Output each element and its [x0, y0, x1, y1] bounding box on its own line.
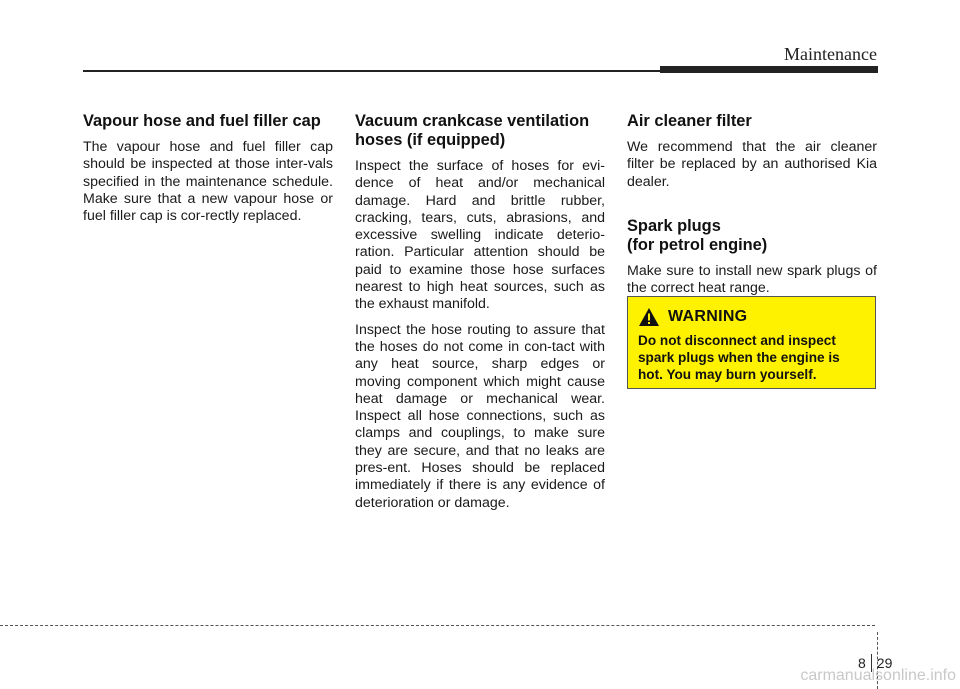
heading-vapour-hose: Vapour hose and fuel filler cap: [83, 112, 321, 130]
heading-spark-plugs-line2: (for petrol engine): [627, 235, 768, 254]
page-number-value: 29: [876, 655, 893, 671]
heading-spark-plugs: [627, 217, 877, 255]
heading-crankcase-ventilation: Vacuum crankcase ventilation hoses (if equipped): [355, 112, 590, 149]
warning-header: [638, 307, 747, 327]
footer-dashed-rule: [0, 625, 875, 626]
column-air-cleaner: [627, 112, 877, 305]
heading-spark-plugs-line1: Spark plugs: [627, 216, 721, 235]
header-rule-thin: [83, 70, 663, 72]
warning-box: [627, 296, 876, 389]
chapter-number: 8: [858, 655, 866, 671]
warning-triangle-icon: [638, 307, 660, 327]
watermark: carmanualsonline.info: [800, 667, 956, 684]
section-title: Maintenance: [784, 44, 877, 64]
header-rule-thick: [660, 66, 878, 73]
paragraph-crankcase-1: Inspect the surface of hoses for evi-dence of heat and/or mechanical damage. Hard and brittle rubber, cracking, tears, cuts, abrasions, and excessive swelling indicate deterio-ration. Particular attention should be paid to examine those hose surfaces nearest to high heat sources, such as the exhaust manifold.: [355, 158, 605, 313]
warning-text: Do not disconnect and inspect spark plugs when the engine is hot. You may burn yourself.: [638, 333, 840, 382]
paragraph-air-cleaner: We recommend that the air cleaner filter be replaced by an authorised Kia dealer.: [627, 139, 877, 190]
warning-title: WARNING: [668, 308, 748, 325]
heading-air-cleaner: Air cleaner filter: [627, 112, 752, 130]
column-crankcase-ventilation: [355, 112, 605, 520]
paragraph-crankcase-2: Inspect the hose routing to assure that the hoses do not come in con-tact with any heat source, sharp edges or moving component which might cause heat damage or mechanical wear. Inspect all hose connections, such as clamps and couplings, to make sure they are secure, and that no leaks are pres-ent. Hoses should be replaced immediately if there is any evidence of deterioration or damage.: [355, 321, 605, 511]
paragraph-vapour-hose: The vapour hose and fuel filler cap should be inspected at those inter-vals specified in the maintenance schedule. Make sure that a new vapour hose or fuel filler cap is cor-rectly replaced.: [83, 139, 333, 225]
column-vapour-hose: [83, 112, 333, 233]
paragraph-spark-plugs: Make sure to install new spark plugs of the correct heat range.: [627, 262, 877, 297]
